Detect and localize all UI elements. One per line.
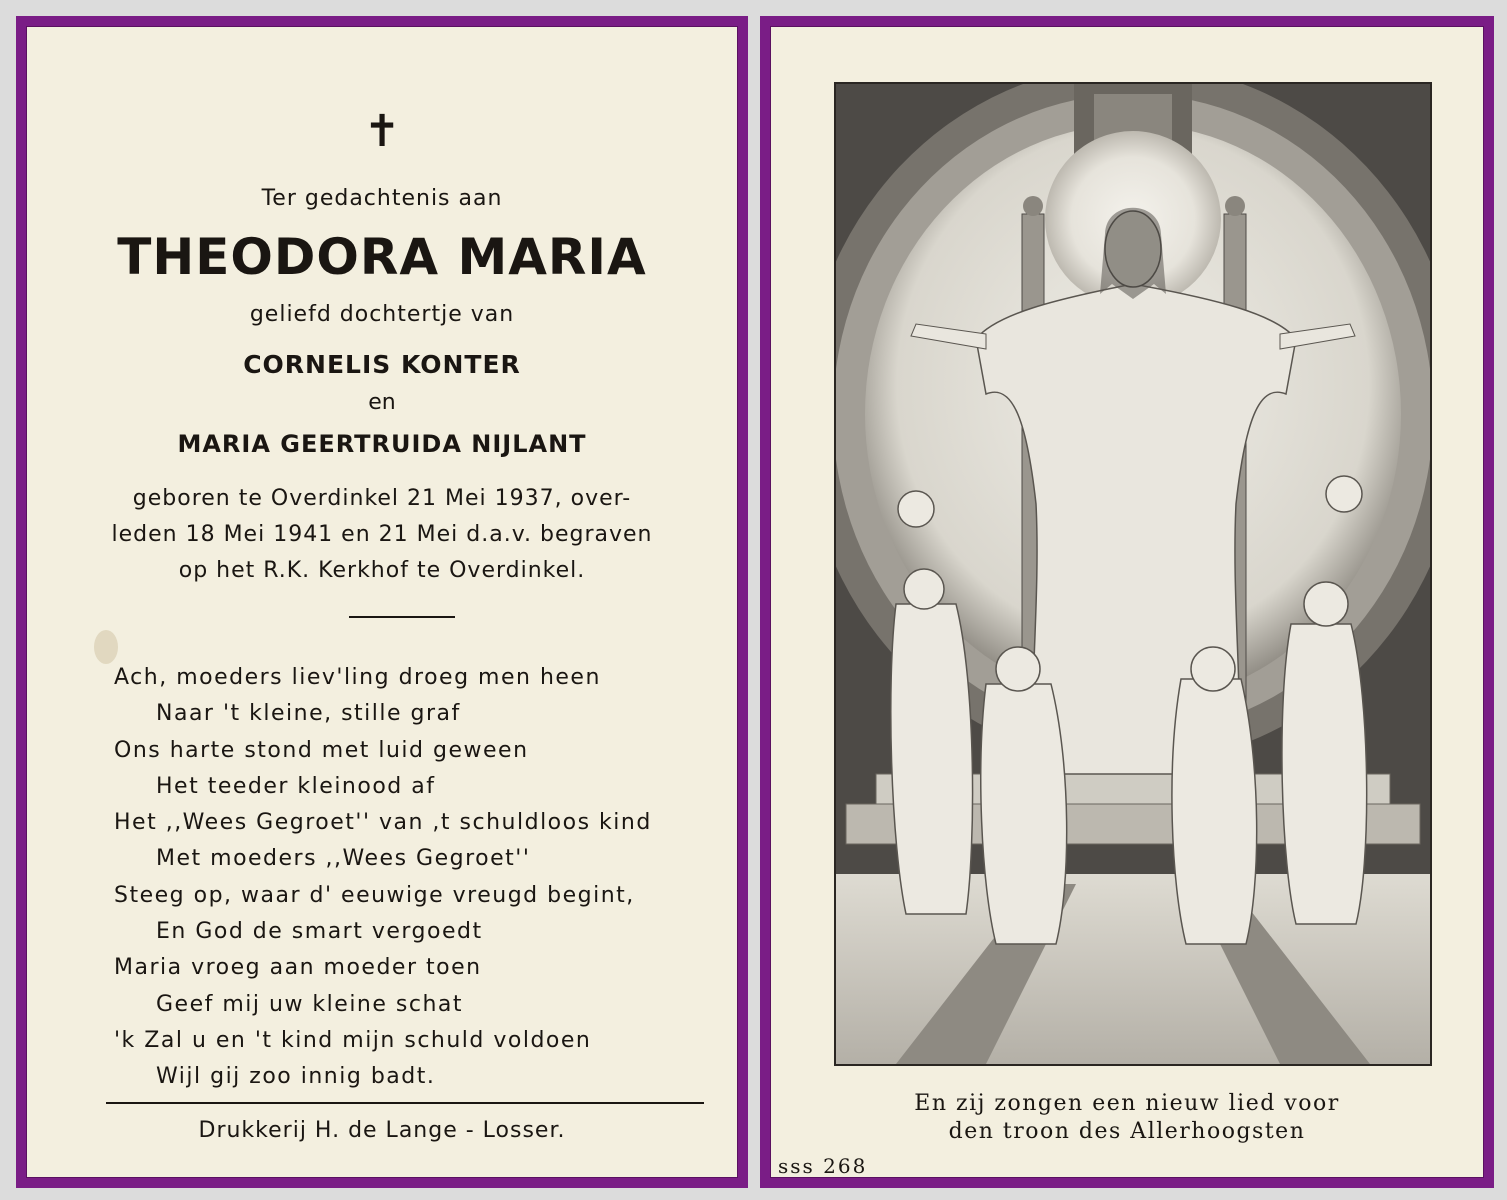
poem-line: Geef mij uw kleine schat (156, 991, 464, 1017)
bio-line: leden 18 Mei 1941 en 21 Mei d.a.v. begraven (111, 522, 653, 547)
bio-text (26, 481, 738, 589)
intro-text: Ter gedachtenis aan (261, 186, 503, 211)
father-name: CORNELIS KONTER (243, 350, 521, 379)
bio-line: op het R.K. Kerkhof te Overdinkel. (178, 558, 586, 583)
religious-illustration (834, 82, 1432, 1066)
christ-enthroned-drawing (836, 84, 1430, 1064)
serial-number: sss 268 (778, 1154, 868, 1178)
bio-line: geboren te Overdinkel 21 Mei 1937, over- (132, 486, 632, 511)
mother-name: MARIA GEERTRUIDA NIJLANT (177, 430, 587, 458)
poem-line: Wijl gij zoo innig badt. (156, 1064, 436, 1090)
poem-line: Ons harte stond met luid geween (114, 737, 529, 763)
image-caption (770, 1090, 1484, 1146)
poem-line: Naar 't kleine, stille graf (156, 701, 461, 727)
caption-line: den troon des Allerhoogsten (948, 1119, 1306, 1144)
poem (114, 660, 652, 1096)
memorial-card-text-side (16, 16, 748, 1188)
cross-icon: ✝ (363, 106, 401, 157)
poem-line: Maria vroeg aan moeder toen (114, 955, 482, 981)
printer-credit: Drukkerij H. de Lange - Losser. (198, 1118, 566, 1143)
paper-stain (94, 630, 118, 664)
poem-line: Met moeders ,,Wees Gegroet'' (156, 846, 531, 872)
conjunction-text: en (368, 390, 396, 415)
divider-long (106, 1102, 704, 1104)
poem-line: En God de smart vergoedt (156, 919, 483, 945)
poem-line: Het teeder kleinood af (156, 773, 436, 799)
poem-line: Steeg op, waar d' eeuwige vreugd begint, (114, 882, 635, 908)
memorial-card-image-side (760, 16, 1494, 1188)
poem-line: Het ,,Wees Gegroet'' van ,t schuldloos kind (114, 810, 652, 836)
caption-line: En zij zongen een nieuw lied voor (914, 1091, 1340, 1116)
deceased-name: THEODORA MARIA (117, 228, 647, 286)
divider-short (349, 616, 455, 618)
poem-line: 'k Zal u en 't kind mijn schuld voldoen (114, 1027, 592, 1053)
relation-text: geliefd dochtertje van (249, 302, 515, 327)
poem-line: Ach, moeders liev'ling droeg men heen (114, 665, 601, 690)
